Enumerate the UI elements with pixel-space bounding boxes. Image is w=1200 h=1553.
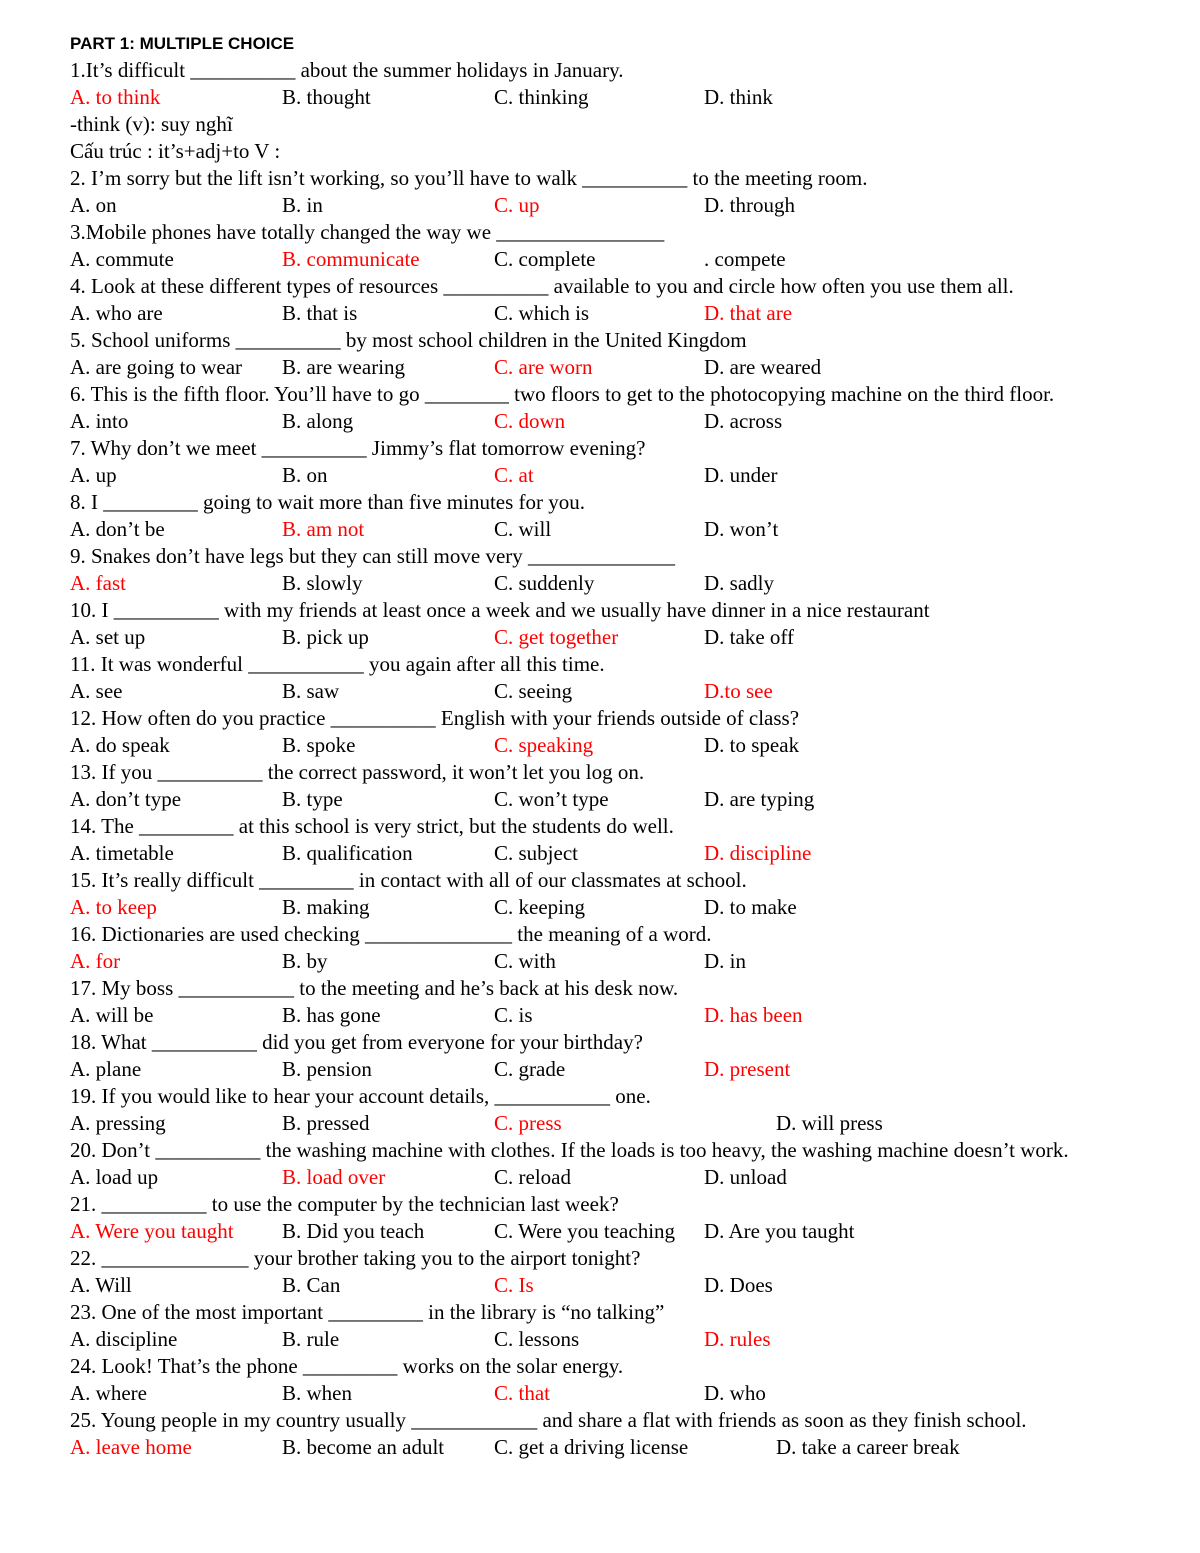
option-c: C. get a driving license [494,1435,689,1459]
option-a: A. set up [70,625,146,649]
option-d: D. are weared [704,355,822,379]
question-text: 12. How often do you practice __________ English with your friends outside of class? [70,706,800,730]
option-d-correct: D. present [704,1057,791,1081]
answer-options [70,948,1140,975]
option-c-correct: C. at [494,463,534,487]
option-b: B. are wearing [282,355,406,379]
option-b: B. saw [282,679,340,703]
option-b-correct: B. communicate [282,247,420,271]
option-c: C. suddenly [494,571,595,595]
explanation-note: Cấu trúc : it’s+adj+to V : [70,139,281,163]
option-a: A. discipline [70,1327,178,1351]
answer-options [70,786,1140,813]
option-d: D. in [704,949,746,973]
option-d: D. through [704,193,795,217]
option-a-correct: A. to think [70,85,161,109]
option-c-correct: C. down [494,409,566,433]
question-text: 24. Look! That’s the phone _________ works on the solar energy. [70,1354,624,1378]
option-a: A. up [70,463,117,487]
option-b: B. along [282,409,354,433]
answer-options [70,462,1140,489]
option-d-correct: D. rules [704,1327,771,1351]
question-text: 23. One of the most important _________ in the library is “no talking” [70,1300,665,1324]
option-b: B. Can [282,1273,341,1297]
question-text: 9. Snakes don’t have legs but they can still move very ______________ [70,544,676,568]
option-b: B. pick up [282,625,369,649]
option-d: D. think [704,85,773,109]
question-text: 16. Dictionaries are used checking ______________ the meaning of a word. [70,922,712,946]
option-a: A. see [70,679,123,703]
option-c: C. with [494,949,556,973]
option-d: D. unload [704,1165,787,1189]
option-c: C. won’t type [494,787,609,811]
option-a-correct: A. to keep [70,895,157,919]
option-c-correct: C. Is [494,1273,534,1297]
option-c-correct: C. are worn [494,355,593,379]
option-b: B. slowly [282,571,363,595]
question-text: 18. What __________ did you get from everyone for your birthday? [70,1030,643,1054]
option-a: A. plane [70,1057,142,1081]
page-title: PART 1: MULTIPLE CHOICE [70,34,295,53]
option-d-correct: D. that are [704,301,793,325]
document [70,30,1140,1461]
option-a-correct: A. Were you taught [70,1219,234,1243]
option-a: A. pressing [70,1111,166,1135]
option-a: A. Will [70,1273,132,1297]
option-c: C. lessons [494,1327,580,1351]
option-c: C. keeping [494,895,585,919]
option-c: C. subject [494,841,578,865]
question-text: 4. Look at these different types of resources __________ available to you and circle how often you use them all. [70,274,1014,298]
answer-options [70,1272,1140,1299]
question-text: 25. Young people in my country usually ____________ and share a flat with friends as soon as they finish school. [70,1408,1027,1432]
answer-options [70,246,1140,273]
answer-options [70,1164,1140,1191]
option-d: . compete [704,247,786,271]
option-a: A. don’t be [70,517,165,541]
answer-options [70,1002,1140,1029]
question-text: 7. Why don’t we meet __________ Jimmy’s flat tomorrow evening? [70,436,646,460]
option-d: D. sadly [704,571,774,595]
answer-options [70,732,1140,759]
option-c-correct: C. that [494,1381,550,1405]
question-text: 19. If you would like to hear your account details, ___________ one. [70,1084,651,1108]
option-d: D. to speak [704,733,800,757]
answer-options [70,1326,1140,1353]
option-c-correct: C. press [494,1111,562,1135]
option-b: B. in [282,193,323,217]
answer-options [70,1110,1140,1137]
answer-options [70,1380,1140,1407]
option-c: C. reload [494,1165,571,1189]
option-d: D. Are you taught [704,1219,855,1243]
option-b: B. has gone [282,1003,381,1027]
question-text: 2. I’m sorry but the lift isn’t working, so you’ll have to walk __________ to the meeting room. [70,166,868,190]
question-list [70,57,1140,1461]
question-text: 3.Mobile phones have totally changed the way we ________________ [70,220,665,244]
question-text: 14. The _________ at this school is very strict, but the students do well. [70,814,674,838]
option-d: D. take off [704,625,794,649]
option-b: B. thought [282,85,371,109]
answer-options [70,570,1140,597]
answer-options [70,192,1140,219]
option-a-correct: A. leave home [70,1435,192,1459]
option-b: B. when [282,1381,352,1405]
question-text: 21. __________ to use the computer by the technician last week? [70,1192,619,1216]
question-text: 22. ______________ your brother taking you to the airport tonight? [70,1246,641,1270]
question-text: 1.It’s difficult __________ about the summer holidays in January. [70,58,624,82]
option-a: A. who are [70,301,163,325]
option-c-correct: C. get together [494,625,619,649]
answer-options [70,516,1140,543]
option-d: D. Does [704,1273,773,1297]
answer-options [70,624,1140,651]
option-d: D. take a career break [776,1435,960,1459]
option-a: A. on [70,193,117,217]
option-b: B. that is [282,301,358,325]
question-text: 8. I _________ going to wait more than five minutes for you. [70,490,586,514]
question-text: 17. My boss ___________ to the meeting and he’s back at his desk now. [70,976,679,1000]
answer-options [70,894,1140,921]
question-text: 13. If you __________ the correct password, it won’t let you log on. [70,760,645,784]
option-d: D. are typing [704,787,815,811]
option-d: D. to make [704,895,797,919]
question-text: 10. I __________ with my friends at least once a week and we usually have dinner in a nice restaurant [70,598,930,622]
explanation-note: -think (v): suy nghĩ [70,112,233,136]
option-c: C. seeing [494,679,573,703]
option-b-correct: B. am not [282,517,365,541]
option-d: D. will press [776,1111,883,1135]
option-c: C. will [494,517,552,541]
option-a: A. do speak [70,733,170,757]
option-b: B. pension [282,1057,372,1081]
answer-options [70,84,1140,111]
option-a: A. will be [70,1003,154,1027]
option-a: A. load up [70,1165,159,1189]
option-b: B. rule [282,1327,340,1351]
option-b: B. on [282,463,328,487]
option-d-correct: D. discipline [704,841,812,865]
option-b: B. Did you teach [282,1219,425,1243]
option-b: B. become an adult [282,1435,445,1459]
option-c: C. thinking [494,85,589,109]
option-a-correct: A. for [70,949,121,973]
question-text: 20. Don’t __________ the washing machine with clothes. If the loads is too heavy, the washing machine doesn’t work. [70,1138,1069,1162]
option-a-correct: A. fast [70,571,126,595]
question-text: 11. It was wonderful ___________ you again after all this time. [70,652,605,676]
answer-options [70,1218,1140,1245]
option-d: D. across [704,409,783,433]
option-c: C. is [494,1003,533,1027]
option-d: D. who [704,1381,766,1405]
option-c: C. grade [494,1057,566,1081]
option-a: A. don’t type [70,787,182,811]
option-b-correct: B. load over [282,1165,386,1189]
answer-options [70,300,1140,327]
option-b: B. pressed [282,1111,370,1135]
answer-options [70,408,1140,435]
answer-options [70,354,1140,381]
option-c: C. which is [494,301,590,325]
question-text: 6. This is the fifth floor. You’ll have to go ________ two floors to get to the photocopying machine on the third floor. [70,382,1055,406]
option-b: B. type [282,787,343,811]
option-c-correct: C. up [494,193,540,217]
answer-options [70,1056,1140,1083]
option-d-correct: D.to see [704,679,773,703]
option-a: A. are going to wear [70,355,243,379]
option-a: A. into [70,409,129,433]
answer-options [70,1434,1140,1461]
answer-options [70,840,1140,867]
option-d: D. under [704,463,778,487]
option-b: B. qualification [282,841,413,865]
question-text: 5. School uniforms __________ by most school children in the United Kingdom [70,328,747,352]
option-c-correct: C. speaking [494,733,594,757]
question-text: 15. It’s really difficult _________ in contact with all of our classmates at school. [70,868,747,892]
answer-options [70,678,1140,705]
option-d: D. won’t [704,517,779,541]
option-b: B. making [282,895,370,919]
option-a: A. where [70,1381,147,1405]
option-b: B. spoke [282,733,356,757]
option-c: C. Were you teaching [494,1219,676,1243]
option-c: C. complete [494,247,596,271]
option-a: A. commute [70,247,174,271]
option-b: B. by [282,949,328,973]
option-a: A. timetable [70,841,174,865]
option-d-correct: D. has been [704,1003,803,1027]
